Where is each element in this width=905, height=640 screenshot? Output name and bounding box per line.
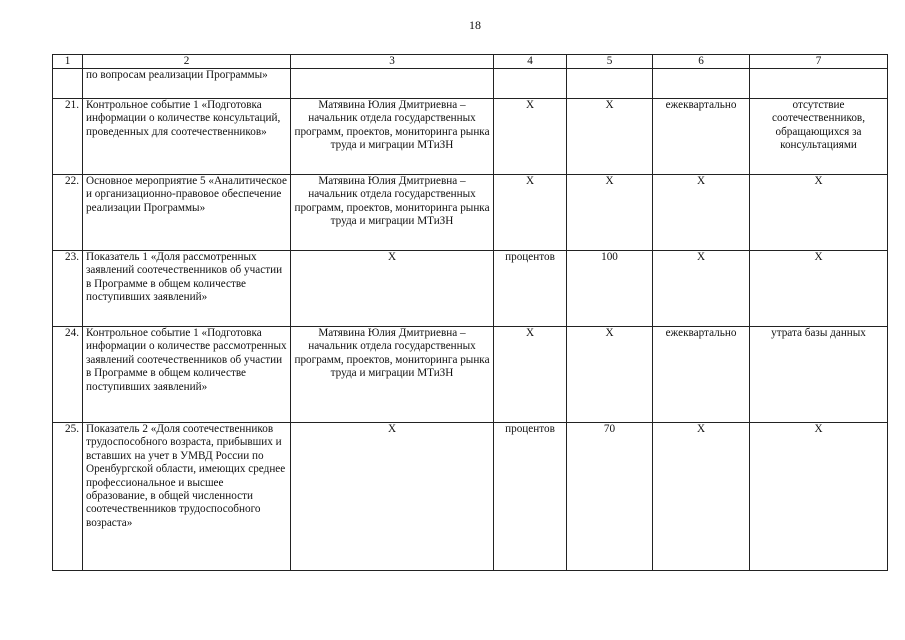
continuation-row — [53, 69, 888, 99]
header-col-6: 6 — [653, 55, 750, 69]
row-unit: X — [494, 327, 567, 423]
row-name: Показатель 2 «Доля соотечественников трудоспособного возраста, прибывших и вставших на учет в УМВД России по Оренбургской области, имеющих среднее профессиональное и высшее образование, в общей численности соотечественников трудоспособного возраста» — [83, 423, 291, 571]
row-unit: процентов — [494, 251, 567, 327]
row-unit: процентов — [494, 423, 567, 571]
row-frequency: X — [653, 175, 750, 251]
row-value: 70 — [567, 423, 653, 571]
page-number: 18 — [469, 18, 481, 32]
row-number: 22. — [53, 175, 83, 251]
header-col-1: 1 — [53, 55, 83, 69]
header-col-5: 5 — [567, 55, 653, 69]
row-number: 21. — [53, 99, 83, 175]
row-value: X — [567, 327, 653, 423]
row-risk: X — [750, 251, 888, 327]
row-responsible: Матявина Юлия Дмитриевна – начальник отдела государственных программ, проектов, мониторинга рынка труда и миграции МТиЗН — [291, 99, 494, 175]
header-col-4: 4 — [494, 55, 567, 69]
row-risk: X — [750, 423, 888, 571]
continuation-num — [53, 69, 83, 99]
row-name: Основное мероприятие 5 «Аналитическое и организационно-правовое обеспечение реализации Программы» — [83, 175, 291, 251]
row-unit: X — [494, 99, 567, 175]
row-number: 25. — [53, 423, 83, 571]
row-responsible: X — [291, 251, 494, 327]
row-risk: отсутствие соотечественников, обращающихся за консультациями — [750, 99, 888, 175]
table-row — [53, 175, 888, 251]
row-value: X — [567, 175, 653, 251]
row-risk: утрата базы данных — [750, 327, 888, 423]
table-row — [53, 327, 888, 423]
row-value: X — [567, 99, 653, 175]
program-table — [52, 54, 888, 571]
table-row — [53, 423, 888, 571]
header-col-2: 2 — [83, 55, 291, 69]
table-row — [53, 99, 888, 175]
row-name: Показатель 1 «Доля рассмотренных заявлений соотечественников об участии в Программе в общем количестве поступивших заявлений» — [83, 251, 291, 327]
row-responsible: Матявина Юлия Дмитриевна – начальник отдела государственных программ, проектов, мониторинга рынка труда и миграции МТиЗН — [291, 327, 494, 423]
row-value: 100 — [567, 251, 653, 327]
row-number: 23. — [53, 251, 83, 327]
row-unit: X — [494, 175, 567, 251]
header-col-3: 3 — [291, 55, 494, 69]
table-row — [53, 251, 888, 327]
header-col-7: 7 — [750, 55, 888, 69]
row-name: Контрольное событие 1 «Подготовка информации о количестве рассмотренных заявлений соотечественников об участии в Программе в общем количестве поступивших заявлений» — [83, 327, 291, 423]
row-responsible: Матявина Юлия Дмитриевна – начальник отдела государственных программ, проектов, мониторинга рынка труда и миграции МТиЗН — [291, 175, 494, 251]
row-frequency: ежеквартально — [653, 327, 750, 423]
continuation-text: по вопросам реализации Программы» — [83, 69, 291, 99]
column-number-row — [53, 55, 888, 69]
row-responsible: X — [291, 423, 494, 571]
row-name: Контрольное событие 1 «Подготовка информации о количестве консультаций, проведенных для соотечественников» — [83, 99, 291, 175]
row-frequency: X — [653, 251, 750, 327]
row-risk: X — [750, 175, 888, 251]
row-frequency: X — [653, 423, 750, 571]
row-number: 24. — [53, 327, 83, 423]
row-frequency: ежеквартально — [653, 99, 750, 175]
